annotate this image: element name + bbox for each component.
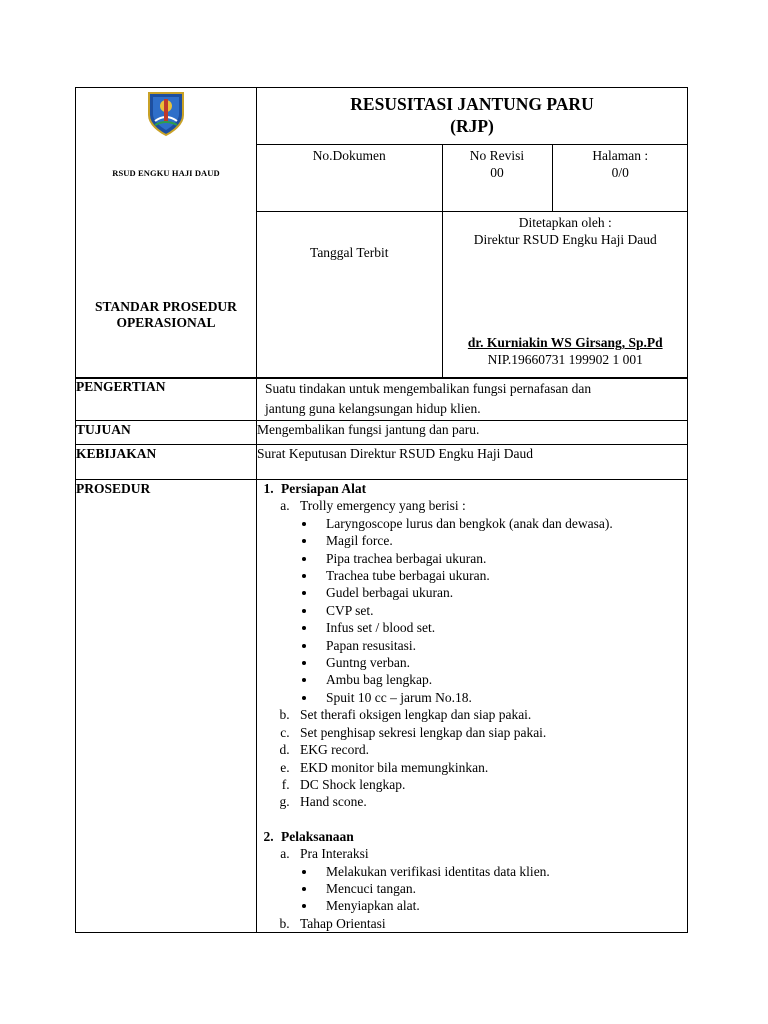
kebijakan-value: Surat Keputusan Direktur RSUD Engku Haji Daud — [257, 445, 688, 480]
doc-no-label: No.Dokumen — [312, 148, 386, 163]
pengertian-value — [257, 378, 688, 421]
revision-cell — [442, 145, 552, 211]
issue-table — [257, 212, 688, 378]
revision-value: 00 — [490, 165, 504, 180]
pra-interaksi-items — [300, 863, 687, 915]
list-item: • Pipa trachea berbagai ukuran. — [317, 550, 687, 567]
hospital-logo-icon — [147, 91, 185, 137]
issue-date-label: Tanggal Terbit — [310, 245, 389, 260]
list-item: • Trachea tube berbagai ukuran. — [317, 567, 687, 584]
sop-label-line2: OPERASIONAL — [116, 315, 216, 330]
page-label: Halaman : — [592, 148, 649, 163]
title-line1: RESUSITASI JANTUNG PARU — [350, 94, 594, 114]
list-item: • Menyiapkan alat. — [317, 897, 687, 914]
step-persiapan — [277, 480, 687, 811]
list-item: • Gudel berbagai ukuran. — [317, 584, 687, 601]
list-item: • Spuit 10 cc – jarum No.18. — [317, 689, 687, 706]
trolly-title: Trolly emergency yang berisi : — [300, 498, 466, 514]
page-value: 0/0 — [611, 165, 629, 180]
title-line2: (RJP) — [450, 116, 494, 136]
list-item: b. Tahap Orientasi — [293, 915, 687, 932]
list-item: d. EKG record. — [293, 741, 687, 758]
list-item — [293, 497, 687, 706]
list-item: g. Hand scone. — [293, 793, 687, 810]
list-item: f. DC Shock lengkap. — [293, 776, 687, 793]
pengertian-line2: jantung guna kelangsungan hidup klien. — [265, 401, 481, 416]
approval-cell — [442, 212, 688, 378]
list-item: c. Set penghisap sekresi lengkap dan siap pakai. — [293, 724, 687, 741]
step-persiapan-title: Persiapan Alat — [281, 481, 367, 496]
list-item: • Mencuci tangan. — [317, 880, 687, 897]
step-pelaksanaan-title: Pelaksanaan — [281, 828, 354, 844]
list-item — [293, 845, 687, 915]
tujuan-label: TUJUAN — [76, 421, 257, 445]
list-item: • CVP set. — [317, 602, 687, 619]
step-pelaksanaan — [277, 828, 687, 932]
approved-by-label: Ditetapkan oleh : — [518, 215, 612, 230]
prosedur-content — [257, 480, 688, 933]
signer-nip: NIP.19660731 199902 1 001 — [487, 352, 643, 367]
issue-date-cell — [257, 212, 442, 378]
sop-label-line1: STANDAR PROSEDUR — [95, 299, 237, 314]
persiapan-sublist — [281, 497, 687, 810]
trolly-items — [300, 515, 687, 706]
pelaksanaan-sublist — [281, 845, 687, 932]
page-cell — [552, 145, 688, 211]
list-item: b. Set therafi oksigen lengkap dan siap pakai. — [293, 706, 687, 723]
pengertian-line1: Suatu tindakan untuk mengembalikan fungsi pernafasan dan — [265, 381, 592, 396]
list-item: • Ambu bag lengkap. — [317, 671, 687, 688]
list-item: • Magil force. — [317, 532, 687, 549]
signer-name: dr. Kurniakin WS Girsang, Sp.Pd — [467, 335, 663, 350]
document-title — [257, 88, 687, 145]
issue-block — [257, 212, 688, 379]
list-item: • Laryngoscope lurus dan bengkok (anak dan dewasa). — [317, 515, 687, 532]
tujuan-value: Mengembalikan fungsi jantung dan paru. — [257, 421, 688, 445]
title-block — [257, 88, 688, 212]
revision-label: No Revisi — [469, 148, 525, 163]
list-item: • Papan resusitasi. — [317, 637, 687, 654]
procedure-steps — [257, 480, 687, 932]
content-table — [75, 377, 688, 933]
doc-no-cell — [257, 145, 442, 211]
hospital-name: RSUD ENGKU HAJI DAUD — [112, 168, 220, 178]
list-item: • Guntng verban. — [317, 654, 687, 671]
doc-meta-table — [257, 145, 688, 211]
list-item: e. EKD monitor bila memungkinkan. — [293, 759, 687, 776]
pra-interaksi-title: Pra Interaksi — [300, 846, 369, 862]
pengertian-label: PENGERTIAN — [76, 378, 257, 421]
list-item: • Infus set / blood set. — [317, 619, 687, 636]
list-item: • Melakukan verifikasi identitas data klien. — [317, 863, 687, 880]
sop-label — [76, 210, 256, 368]
prosedur-label: PROSEDUR — [76, 480, 257, 933]
kebijakan-label: KEBIJAKAN — [76, 445, 257, 480]
approved-by-position: Direktur RSUD Engku Haji Daud — [473, 232, 657, 247]
